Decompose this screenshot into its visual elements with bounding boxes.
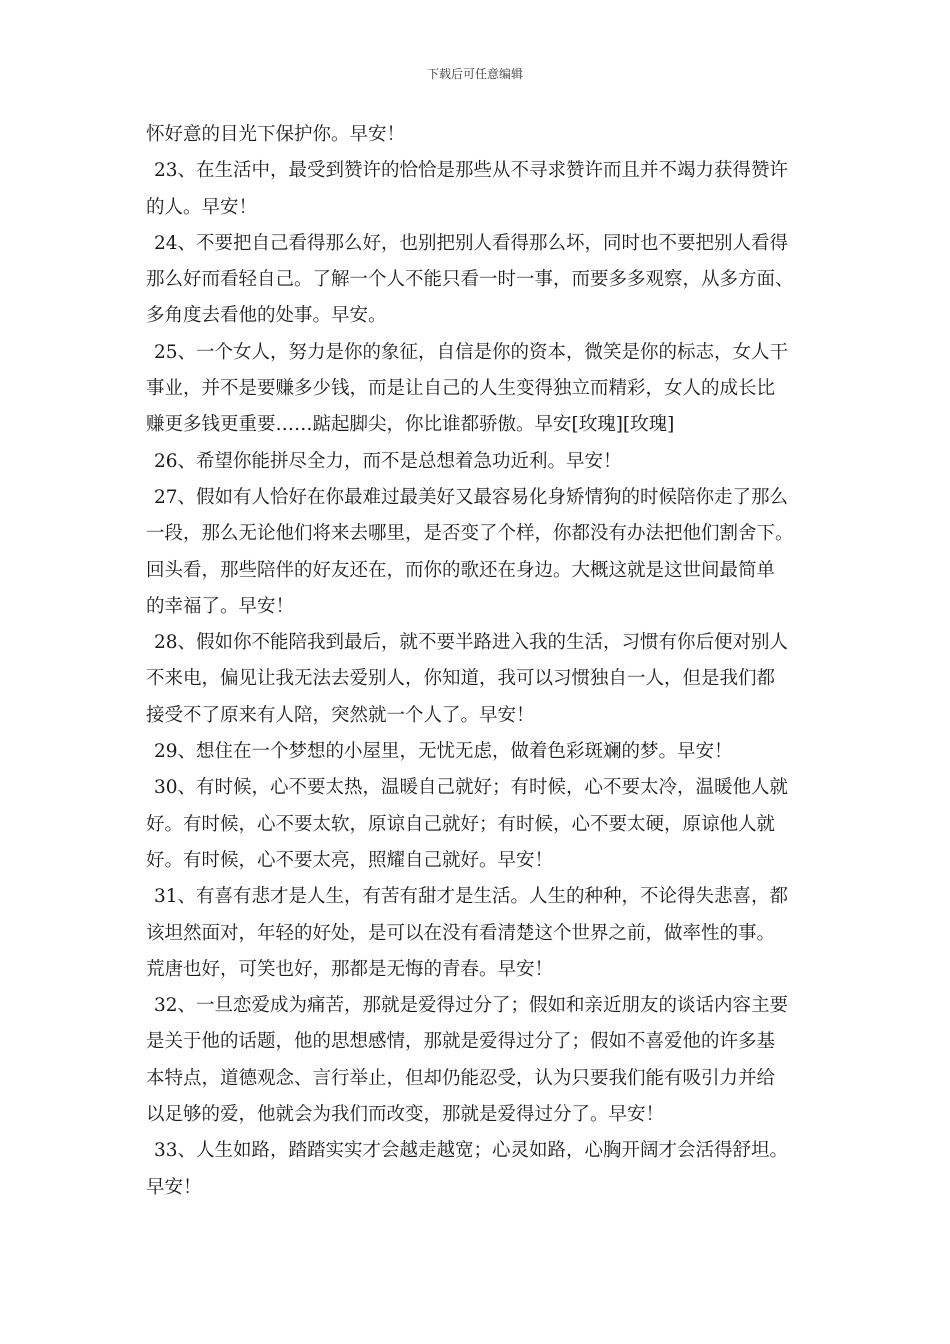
text-line: 26、希望你能拼尽全力，而不是总想着急功近利。早安！ (154, 450, 622, 472)
text-line: 事业，并不是要赚多少钱，而是让自己的人生变得独立而精彩，女人的成长比 (146, 378, 776, 400)
text-line: 的人。早安！ (146, 196, 258, 218)
text-line: 是关于他的话题，他的思想感情，那就是爱得过分了；假如不喜爱他的许多基 (146, 1031, 776, 1053)
text-line: 32、一旦恋爱成为痛苦，那就是爱得过分了；假如和亲近朋友的谈话内容主要 (154, 995, 789, 1017)
text-line: 怀好意的目光下保护你。早安！ (146, 124, 406, 145)
text-line: 28、假如你不能陪我到最后，就不要半路进入我的生活，习惯有你后便对别人 (154, 632, 789, 654)
text-line: 的幸福了。早安！ (146, 595, 295, 617)
text-line: 一段，那么无论他们将来去哪里，是否变了个样，你都没有办法把他们割舍下。 (146, 523, 794, 545)
text-line: 回头看，那些陪伴的好友还在，而你的歌还在身边。大概这就是这世间最简单 (146, 559, 776, 581)
text-line: 多角度去看他的处事。早安。 (146, 305, 387, 327)
text-line: 29、想住在一个梦想的小屋里，无忧无虑，做着色彩斑斓的梦。早安！ (154, 741, 733, 763)
text-line: 31、有喜有悲才是人生，有苦有甜才是生活。人生的种种，不论得失悲喜，都 (154, 886, 789, 908)
text-line: 好。有时候，心不要太软，原谅自己就好；有时候，心不要太硬，原谅他人就 (146, 813, 776, 835)
text-line: 荒唐也好，可笑也好，那都是无悔的青春。早安！ (146, 958, 554, 980)
text-line: 不来电，偏见让我无法去爱别人，你知道，我可以习惯独自一人，但是我们都 (146, 668, 776, 690)
page-header: 下载后可任意编辑 (426, 67, 523, 81)
text-line: 那么好而看轻自己。了解一个人不能只看一时一事，而要多多观察，从多方面、 (146, 269, 794, 291)
text-line: 接受不了原来有人陪，突然就一个人了。早安！ (146, 704, 535, 726)
text-line: 30、有时候，心不要太热，温暖自己就好；有时候，心不要太冷，温暖他人就 (154, 777, 789, 799)
text-line: 23、在生活中，最受到赞许的恰恰是那些从不寻求赞许而且并不竭力获得赞许 (154, 160, 789, 182)
document-body (146, 117, 826, 1206)
text-line: 赚更多钱更重要……踮起脚尖，你比谁都骄傲。早安[玫瑰][玫瑰] (146, 414, 675, 436)
text-line: 早安！ (146, 1176, 202, 1198)
text-line: 24、不要把自己看得那么好，也别把别人看得那么坏，同时也不要把别人看得 (154, 232, 789, 254)
text-line: 33、人生如路，踏踏实实才会越走越宽；心灵如路，心胸开阔才会活得舒坦。 (154, 1140, 789, 1162)
text-line: 本特点，道德观念、言行举止，但却仍能忍受，认为只要我们能有吸引力并给 (146, 1067, 776, 1089)
text-line: 以足够的爱，他就会为我们而改变，那就是爱得过分了。早安！ (146, 1104, 665, 1126)
text-line: 27、假如有人恰好在你最难过最美好又最容易化身矫情狗的时候陪你走了那么 (154, 486, 789, 508)
text-line: 好。有时候，心不要太亮，照耀自己就好。早安！ (146, 849, 554, 871)
text-line: 该坦然面对，年轻的好处，是可以在没有看清楚这个世界之前，做率性的事。 (146, 922, 776, 944)
text-line: 25、一个女人，努力是你的象征，自信是你的资本，微笑是你的标志，女人干 (154, 341, 789, 363)
